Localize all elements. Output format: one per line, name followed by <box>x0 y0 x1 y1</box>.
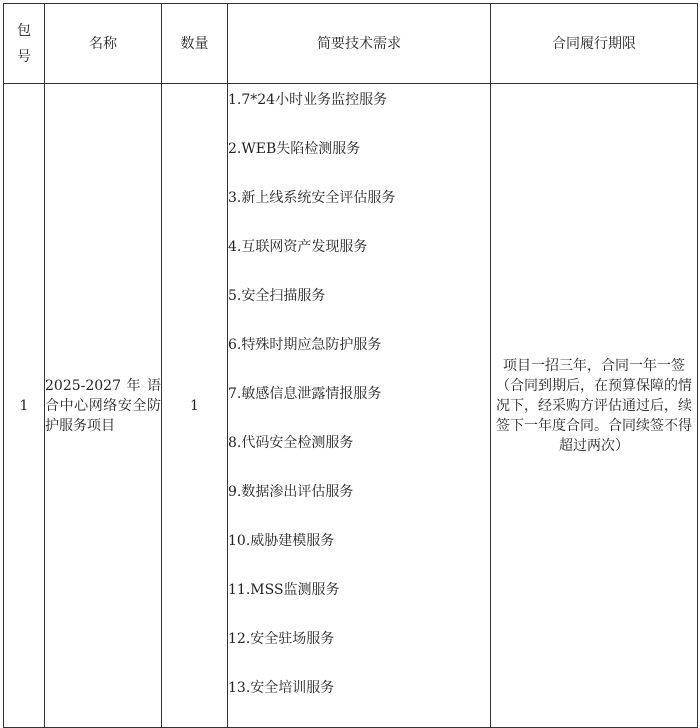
requirement-item: 10.威胁建模服务 <box>228 533 335 549</box>
cell-term: 项目一招三年，合同一年一签（合同到期后，在预算保障的情况下，经采购方评估通过后，续签下一年度合同。合同续签不得超过两次） <box>491 84 698 728</box>
requirement-item: 13.安全培训服务 <box>228 680 335 696</box>
requirement-item: 7.敏感信息泄露情报服务 <box>228 386 382 402</box>
requirement-item: 8.代码安全检测服务 <box>228 435 354 451</box>
table-row <box>4 84 698 728</box>
requirement-item: 1.7*24小时业务监控服务 <box>228 92 388 108</box>
header-name: 名称 <box>45 4 162 84</box>
cell-qty: 1 <box>162 84 228 728</box>
requirement-item: 3.新上线系统安全评估服务 <box>228 190 396 206</box>
requirement-item: 2.WEB失陷检测服务 <box>228 141 361 157</box>
requirement-item: 9.数据渗出评估服务 <box>228 484 354 500</box>
requirement-item: 6.特殊时期应急防护服务 <box>228 337 382 353</box>
table-header-row <box>4 4 698 84</box>
header-bao: 包号 <box>4 4 45 84</box>
header-requirements: 简要技术需求 <box>228 4 491 84</box>
procurement-table <box>3 3 698 728</box>
header-term: 合同履行期限 <box>491 4 698 84</box>
requirements-list <box>228 84 490 727</box>
cell-bao: 1 <box>4 84 45 728</box>
requirement-item: 5.安全扫描服务 <box>228 288 326 304</box>
requirement-item: 11.MSS监测服务 <box>228 582 340 598</box>
header-qty: 数量 <box>162 4 228 84</box>
requirement-item: 4.互联网资产发现服务 <box>228 239 368 255</box>
requirement-item: 12.安全驻场服务 <box>228 631 335 647</box>
cell-name: 2025-2027 年 语合中心网络安全防护服务项目 <box>45 84 162 728</box>
cell-requirements <box>228 84 491 728</box>
